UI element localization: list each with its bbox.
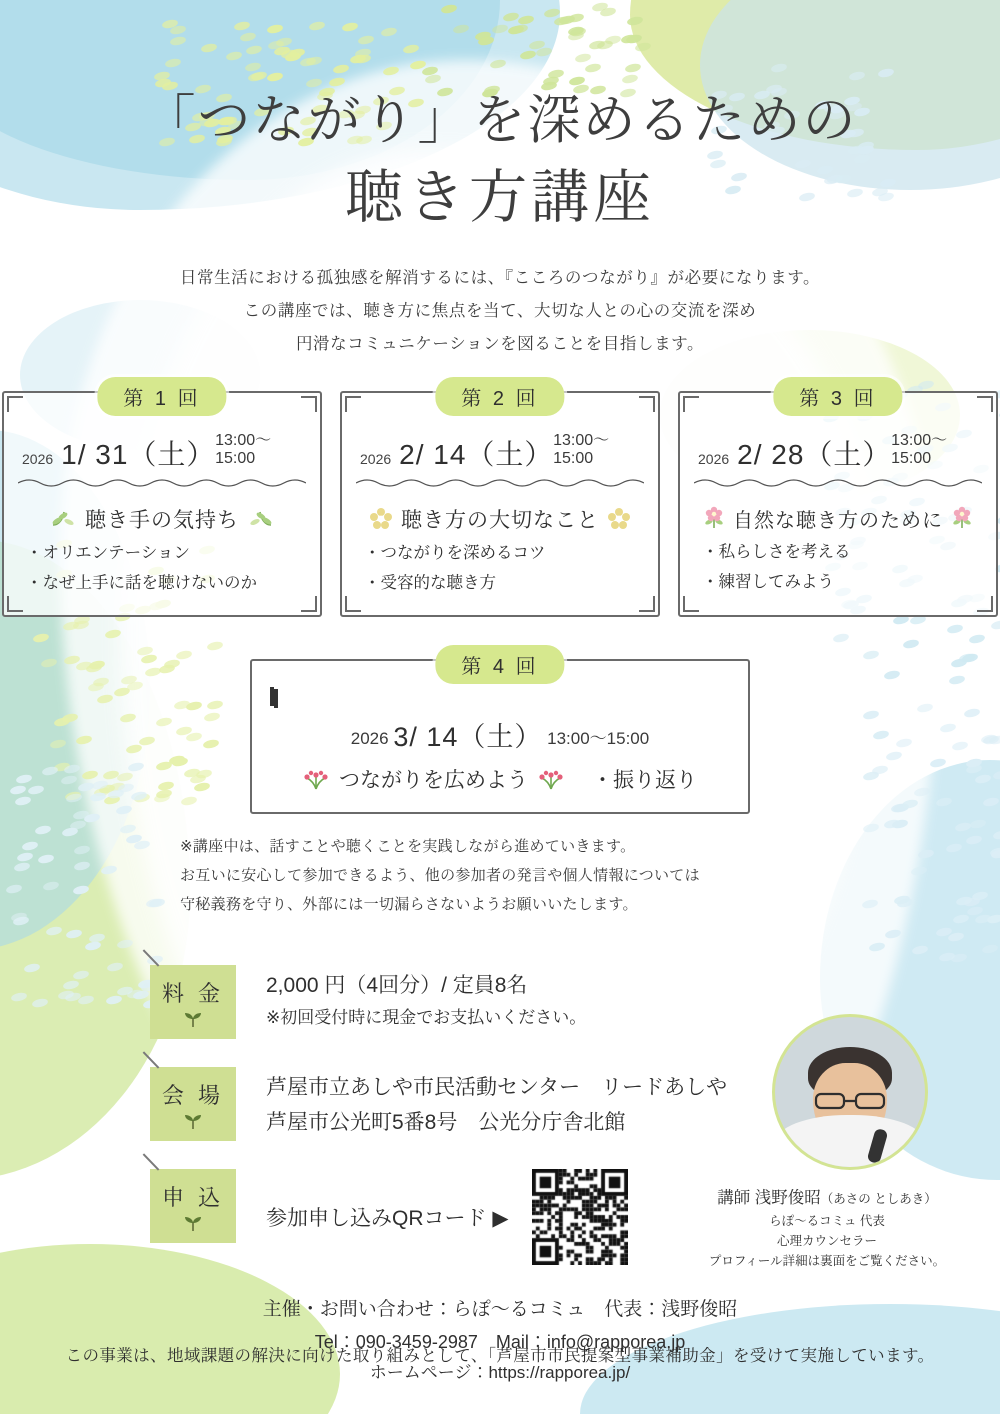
session-year: 2026 <box>698 450 730 467</box>
notice-line-3: 守秘義務を守り、外部には一切漏らさないようお願いいたします。 <box>180 896 638 914</box>
fee-tag <box>150 965 236 1039</box>
sprout-icon <box>180 1214 206 1232</box>
session-badge: 第 2 回 <box>435 377 564 416</box>
speaker-profile-note: プロフィール詳細は裏面をご覧ください。 <box>708 1254 946 1269</box>
fee-line-2: ※初回受付時に現金でお支払いください。 <box>266 1008 587 1028</box>
info-row-fee <box>150 965 1000 1039</box>
session-card <box>678 387 998 617</box>
lead-paragraph <box>140 262 860 361</box>
apply-tag <box>150 1169 236 1243</box>
wavy-divider-icon <box>18 477 306 487</box>
flower-icon <box>369 507 393 531</box>
contact-line-3: ホームページ：https://rapporea.jp/ <box>369 1363 631 1383</box>
session-date: 2/ 28（土） <box>737 438 892 470</box>
speaker-name: 講師 浅野俊昭 <box>717 1189 821 1207</box>
contact-line-2: Tel：090-3459-2987 Mail：info@rapporea.jp <box>314 1331 686 1352</box>
info-row-venue <box>150 1067 1000 1141</box>
contact-block <box>0 1293 1000 1388</box>
apply-tag-label: 申 込 <box>161 1184 225 1210</box>
session-date: 2/ 14（土） <box>399 438 554 470</box>
session-bullet: ・受容的な聴き方 <box>364 574 496 593</box>
notice-text <box>180 832 820 920</box>
session-time: 13:00〜15:00 <box>553 431 610 467</box>
venue-line-2: 芦屋市公光町5番8号 公光分庁舎北館 <box>266 1111 626 1135</box>
info-row-apply <box>150 1169 1000 1265</box>
session-bullet: ・振り返り <box>592 768 697 792</box>
speaker-kana: （あさの としあき） <box>820 1192 937 1206</box>
session-date: 3/ 14（土） <box>393 721 543 752</box>
session-title: 聴き手の気持ち <box>85 508 239 532</box>
session-card <box>2 387 322 617</box>
contact-line-1: 主催・お問い合わせ：らぽ〜るコミュ 代表：浅野俊昭 <box>262 1299 738 1321</box>
notice-line-2: お互いに安心して参加できるよう、他の参加者の発言や個人情報については <box>180 866 700 884</box>
session-year: 2026 <box>360 450 392 467</box>
wavy-divider-icon <box>356 477 644 487</box>
venue-tag <box>150 1067 236 1141</box>
session-bullet: ・なぜ上手に話を聴けないのか <box>26 574 257 593</box>
session-badge: 第 4 回 <box>435 645 564 684</box>
session-year: 2026 <box>350 728 389 748</box>
tulip-icon <box>703 506 725 530</box>
notice-line-1: ※講座中は、話すことや聴くことを実践しながら進めていきます。 <box>180 837 636 855</box>
footer-note: この事業は、地域課題の解決に向けた取り組みとして、「芦屋市市民提案型事業補助金」を受けて実施しています。 <box>65 1346 935 1365</box>
page-title <box>0 0 1000 236</box>
session-title: 自然な聴き方のために <box>733 509 943 532</box>
session-time: 13:00〜15:00 <box>891 431 948 467</box>
session-bullet: ・オリエンテーション <box>26 543 191 562</box>
session-card <box>340 387 660 617</box>
session-bullet: ・つながりを深めるコツ <box>364 543 546 562</box>
speaker-role-2: 心理カウンセラー <box>776 1234 877 1249</box>
grass-flower-icon <box>538 767 564 791</box>
qr-code[interactable] <box>532 1169 628 1265</box>
leaf-icon <box>51 509 77 529</box>
session-year: 2026 <box>22 450 54 467</box>
fee-tag-label: 料 金 <box>161 980 225 1006</box>
venue-line-1: 芦屋市立あしや市民活動センター リードあしや <box>266 1076 728 1100</box>
session-badge: 第 3 回 <box>773 377 902 416</box>
grass-flower-icon <box>303 767 329 791</box>
lead-line-3: 円滑なコミュニケーションを図ることを目指します。 <box>295 334 705 353</box>
session-card <box>250 655 750 814</box>
session-date: 1/ 31（土） <box>61 438 216 470</box>
session-card-list <box>0 387 1000 617</box>
sprout-icon <box>180 1112 206 1130</box>
flower-icon <box>607 507 631 531</box>
venue-tag-label: 会 場 <box>161 1082 225 1108</box>
session-bullet: ・練習してみよう <box>702 573 834 592</box>
sprout-icon <box>180 1010 206 1028</box>
fee-line-1: 2,000 円（4回分）/ 定員8名 <box>266 974 528 998</box>
lead-line-2: この講座では、聴き方に焦点を当て、大切な人との心の交流を深め <box>243 301 757 320</box>
tulip-icon <box>951 506 973 530</box>
session-badge: 第 1 回 <box>97 377 226 416</box>
leaf-icon <box>247 509 273 529</box>
session-title: 聴き方の大切なこと <box>401 508 599 532</box>
session-time: 13:00〜15:00 <box>547 728 650 748</box>
session-bullet: ・私らしさを考える <box>702 542 851 561</box>
session-title: つながりを広めよう <box>339 768 528 792</box>
title-line-2: 聴き方講座 <box>344 165 655 231</box>
wavy-divider-icon <box>694 477 982 487</box>
apply-label: 参加申し込みQRコード ▶ <box>266 1207 509 1231</box>
lead-line-1: 日常生活における孤独感を解消するには、『こころのつながり』が必要になります。 <box>179 268 821 287</box>
title-line-1: 「つながり」を深めるための <box>142 91 858 150</box>
info-section <box>150 965 1000 1265</box>
speaker-role-1: らぽ〜るコミュ 代表 <box>769 1214 885 1229</box>
session-time: 13:00〜15:00 <box>215 431 272 467</box>
